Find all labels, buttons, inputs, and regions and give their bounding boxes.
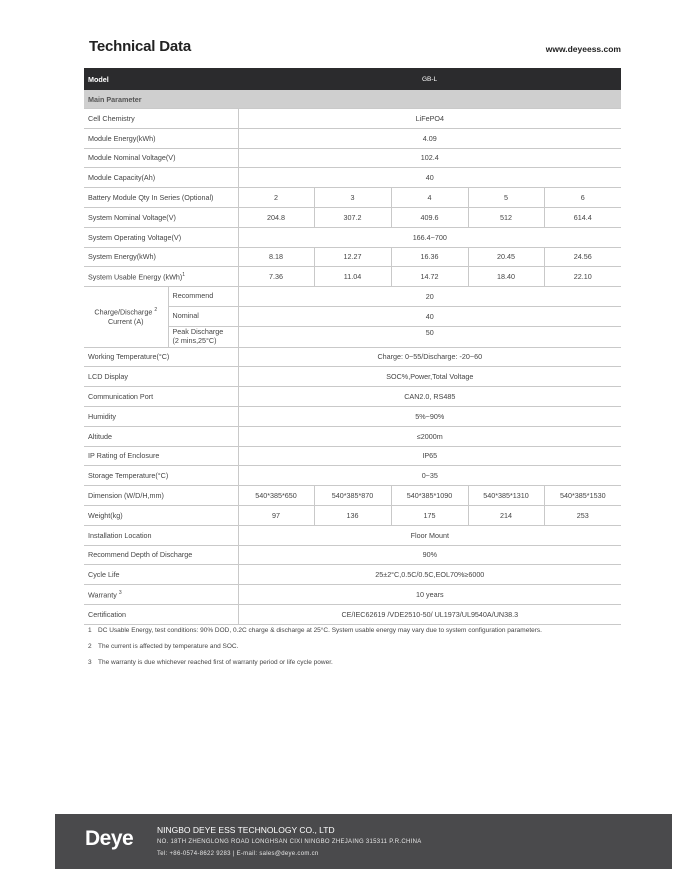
row-label: Altitude [84, 426, 238, 446]
footnote-text: The warranty is due whichever reached first of warranty period or life cycle power. [98, 659, 333, 666]
row-value: 8.18 [238, 247, 314, 267]
row-value: 25±2°C,0.5C/0.5C,EOL70%≥6000 [238, 565, 621, 585]
row-value: 24.56 [544, 247, 621, 267]
row-label: Cycle Life [84, 565, 238, 585]
footnote-number: 2 [88, 643, 92, 650]
company-contact: Tel: +86-0574-8622 9283 | E-mail: sales@deye.com.cn [157, 851, 319, 857]
row-value: 175 [391, 505, 468, 525]
row-label-text: System Usable Energy (kWh) [88, 272, 183, 282]
charge-label-2: Current (A) [107, 317, 144, 327]
table-row [84, 466, 621, 486]
row-label: System Nominal Voltage(V) [84, 207, 238, 227]
peak-label: Peak Discharge [172, 327, 224, 337]
row-label: Weight(kg) [84, 505, 238, 525]
row-value: 10 years [238, 585, 621, 605]
company-name: NINGBO DEYE ESS TECHNOLOGY CO., LTD [157, 825, 335, 835]
technical-data-table [84, 68, 621, 625]
footnote [88, 639, 542, 655]
footnote-number: 1 [88, 627, 92, 634]
row-value: 40 [238, 168, 621, 188]
charge-label: Charge/Discharge [94, 307, 153, 317]
section-header [84, 90, 621, 109]
deye-logo: Deye [85, 827, 134, 850]
row-value: 18.40 [468, 267, 544, 287]
row-value: 16.36 [391, 247, 468, 267]
table-row [84, 128, 621, 148]
table-row [84, 367, 621, 387]
row-label: Certification [84, 604, 238, 624]
table-row [84, 565, 621, 585]
row-value: 614.4 [544, 207, 621, 227]
row-value: 512 [468, 207, 544, 227]
row-label: Recommend Depth of Discharge [84, 545, 238, 565]
footnote-number: 3 [88, 659, 92, 666]
row-value: 4 [391, 188, 468, 208]
row-value: 22.10 [544, 267, 621, 287]
row-value: 4.09 [238, 128, 621, 148]
row-label: Battery Module Qty In Series (Optional) [84, 188, 238, 208]
model-label: Model [84, 68, 238, 90]
row-value: 5%~90% [238, 406, 621, 426]
row-label: System Energy(kWh) [84, 247, 238, 267]
row-value: 540*385*1310 [468, 486, 544, 506]
row-value: 5 [468, 188, 544, 208]
section-title: Main Parameter [84, 90, 621, 109]
row-value: 540*385*1530 [544, 486, 621, 506]
table-row [84, 267, 621, 287]
row-value: IP65 [238, 446, 621, 466]
footnote-ref: 1 [182, 272, 186, 279]
row-value: 14.72 [391, 267, 468, 287]
table-row [84, 525, 621, 545]
table-row [84, 545, 621, 565]
table-row [84, 585, 621, 605]
row-value: 409.6 [391, 207, 468, 227]
footnote-text: DC Usable Energy, test conditions: 90% DOD, 0.2C charge & discharge at 25°C. System usable energy may vary due to system configuration parameters. [98, 627, 542, 634]
footnote [88, 655, 542, 671]
model-value: GB-L [238, 68, 621, 90]
table-row [84, 347, 621, 367]
website-url: www.deyeess.com [545, 44, 621, 54]
row-value: Floor Mount [238, 525, 621, 545]
row-value: 11.04 [314, 267, 391, 287]
table-row [84, 446, 621, 466]
table-row [84, 486, 621, 506]
row-label: Module Capacity(Ah) [84, 168, 238, 188]
row-value: 214 [468, 505, 544, 525]
table-row [84, 227, 621, 247]
table-row [84, 426, 621, 446]
footnote-ref: 2 [154, 306, 158, 313]
table-row [84, 188, 621, 208]
row-value: 540*385*1090 [391, 486, 468, 506]
row-label: Installation Location [84, 525, 238, 545]
row-value: 97 [238, 505, 314, 525]
row-label: Module Nominal Voltage(V) [84, 148, 238, 168]
row-value: Charge: 0~55/Discharge: -20~60 [238, 347, 621, 367]
model-row [84, 68, 621, 90]
row-label: Humidity [84, 406, 238, 426]
row-value: 7.36 [238, 267, 314, 287]
table-row [84, 207, 621, 227]
row-label: IP Rating of Enclosure [84, 446, 238, 466]
page-title: Technical Data [89, 38, 191, 55]
table-row [84, 148, 621, 168]
row-value: 6 [544, 188, 621, 208]
footnote [88, 623, 542, 639]
footnote-text: The current is affected by temperature and SOC. [98, 643, 239, 650]
row-label: Nominal [168, 306, 238, 326]
row-value: 253 [544, 505, 621, 525]
table-row [84, 604, 621, 624]
row-value: 102.4 [238, 148, 621, 168]
row-label-text: Warranty [88, 590, 117, 600]
row-label: Recommend [168, 287, 238, 307]
table-row [84, 247, 621, 267]
row-label: Cell Chemistry [84, 109, 238, 129]
row-value: 307.2 [314, 207, 391, 227]
row-value: ≤2000m [238, 426, 621, 446]
row-label [168, 326, 238, 347]
table-row [84, 387, 621, 407]
row-value: 540*385*870 [314, 486, 391, 506]
row-value: CAN2.0, RS485 [238, 387, 621, 407]
row-value: 166.4~700 [238, 227, 621, 247]
row-value: 90% [238, 545, 621, 565]
row-label: Module Energy(kWh) [84, 128, 238, 148]
row-value: CE/IEC62619 /VDE2510-50/ UL1973/UL9540A/UN38.3 [238, 604, 621, 624]
row-value: 2 [238, 188, 314, 208]
row-label [84, 267, 238, 287]
row-value: 40 [238, 306, 621, 326]
row-label: Communication Port [84, 387, 238, 407]
row-label [84, 585, 238, 605]
table-row [84, 109, 621, 129]
table-row [84, 406, 621, 426]
footnotes [88, 623, 542, 671]
row-label: Working Temperature(°C) [84, 347, 238, 367]
row-label: LCD Display [84, 367, 238, 387]
row-value: 0~35 [238, 466, 621, 486]
row-label: Storage Temperature(°C) [84, 466, 238, 486]
row-label: System Operating Voltage(V) [84, 227, 238, 247]
table-row [84, 505, 621, 525]
row-value: 136 [314, 505, 391, 525]
row-value: 20 [238, 287, 621, 307]
row-value: 540*385*650 [238, 486, 314, 506]
page-footer [55, 814, 672, 869]
row-value: 12.27 [314, 247, 391, 267]
charge-group-label [84, 287, 168, 347]
row-label: Dimension (W/D/H,mm) [84, 486, 238, 506]
row-value: 20.45 [468, 247, 544, 267]
row-value: LiFePO4 [238, 109, 621, 129]
company-address: NO. 18TH ZHENGLONG ROAD LONGHSAN CIXI NINGBO ZHEJAING 315311 P.R.CHINA [157, 839, 422, 845]
row-value: 204.8 [238, 207, 314, 227]
footnote-ref: 3 [118, 589, 122, 596]
row-value: 3 [314, 188, 391, 208]
peak-label-2: (2 mins,25°C) [172, 335, 217, 345]
row-value: SOC%,Power,Total Voltage [238, 367, 621, 387]
table-row [84, 287, 621, 307]
row-value: 50 [238, 326, 621, 347]
table-row [84, 168, 621, 188]
